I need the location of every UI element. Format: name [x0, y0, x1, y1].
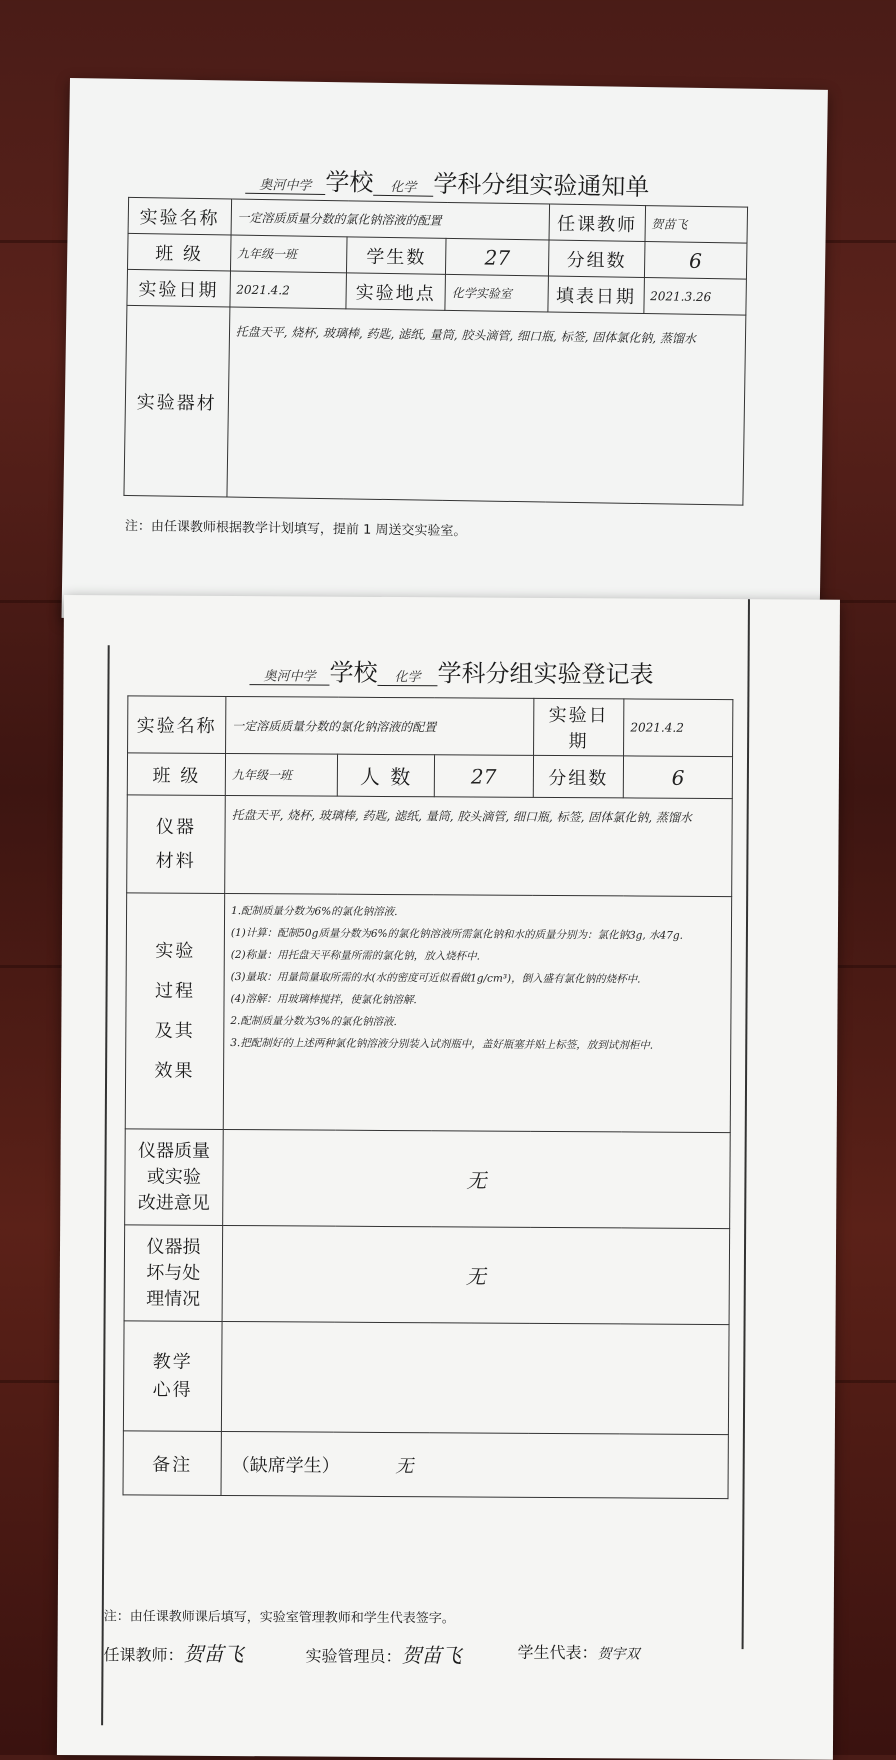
- register-people-value: 27: [434, 755, 533, 798]
- process-step: (3)量取：用量筒量取所需的水(水的密度可近似看做1g/cm³)，倒入盛有氯化钠的烧杯中.: [230, 971, 641, 986]
- admin-signature-value: 贺苗飞: [401, 1643, 462, 1668]
- register-remark-label: 备注: [123, 1431, 221, 1496]
- notice-class-label: 班 级: [128, 233, 231, 271]
- notice-students-label: 学生数: [347, 237, 447, 275]
- quality-label-line3: 改进意见: [137, 1191, 210, 1214]
- insight-label-line2: 心得: [152, 1379, 193, 1401]
- register-title: [63, 651, 839, 691]
- notice-school-name: 奥河中学: [245, 174, 325, 195]
- notice-title-suffix: 学科分组实验通知单: [433, 169, 650, 202]
- process-step: (2)称量：用托盘天平称量所需的氯化钠，放入烧杯中.: [230, 949, 481, 963]
- notice-subject: 化学: [373, 176, 433, 197]
- register-subject: 化学: [377, 666, 437, 686]
- damage-label-line1: 仪器损: [146, 1236, 201, 1258]
- register-class-label: 班 级: [127, 753, 225, 796]
- notice-date-value: 2021.4.2: [230, 271, 347, 309]
- notice-sheet: [62, 78, 828, 630]
- register-process-value: [223, 893, 731, 1132]
- notice-footnote: 注：由任课教师根据教学计划填写，提前 1 周送交实验室。: [124, 518, 467, 540]
- admin-signature: [305, 1638, 461, 1668]
- absent-students-value: 无: [395, 1455, 414, 1477]
- instruments-label-line2: 材料: [155, 850, 196, 872]
- notice-teacher-label: 任课教师: [549, 204, 645, 241]
- register-groups-label: 分组数: [533, 755, 624, 798]
- damage-label-line3: 理情况: [146, 1288, 201, 1310]
- process-step: (1)计算：配制50g质量分数为6%的氯化钠溶液所需氯化钠和水的质量分别为：氯化钠3g, 水47g.: [230, 927, 684, 942]
- notice-place-value: 化学实验室: [445, 274, 549, 312]
- process-label-line4: 效果: [154, 1060, 195, 1082]
- notice-groups-label: 分组数: [549, 240, 645, 277]
- notice-materials-label: 实验器材: [124, 305, 230, 497]
- process-step: (4)溶解：用玻璃棒搅拌，使氯化钠溶解.: [230, 993, 417, 1007]
- register-quality-value: 无: [223, 1129, 731, 1228]
- process-step: 1.配制质量分数为6%的氯化钠溶液.: [230, 905, 398, 919]
- register-sheet: [57, 595, 840, 1760]
- left-margin-line: [101, 645, 110, 1725]
- notice-fill-date-value: 2021.3.26: [643, 278, 746, 316]
- process-label-line1: 实验: [155, 940, 196, 962]
- register-insight-label: [123, 1321, 222, 1432]
- right-margin-line: [742, 599, 750, 1649]
- quality-label-line2: 或实验: [146, 1166, 201, 1188]
- teacher-signature: [103, 1637, 243, 1667]
- notice-materials-value: 托盘天平, 烧杯, 玻璃棒, 药匙, 滤纸, 量筒, 胶头滴管, 细口瓶, 标签, 固体氯化钠, 蒸馏水: [227, 307, 746, 505]
- register-instruments-value: 托盘天平, 烧杯, 玻璃棒, 药匙, 滤纸, 量筒, 胶头滴管, 细口瓶, 标签, 固体氯化钠, 蒸馏水: [225, 795, 733, 896]
- register-title-suffix: 学科分组实验登记表: [437, 659, 654, 689]
- register-damage-label: [124, 1225, 223, 1322]
- register-table: [123, 695, 734, 1499]
- teacher-signature-value: 贺苗飞: [183, 1641, 244, 1667]
- register-instruments-label: [127, 795, 226, 894]
- absent-students-label: （缺席学生）: [231, 1454, 340, 1477]
- notice-students-value: 27: [446, 238, 550, 276]
- instruments-label-line1: 仪器: [155, 816, 197, 838]
- notice-groups-value: 6: [644, 242, 747, 280]
- student-signature-value: 贺宇双: [597, 1646, 640, 1663]
- notice-place-label: 实验地点: [346, 273, 446, 311]
- damage-label-line2: 坏与处: [146, 1262, 201, 1284]
- process-label-line2: 过程: [154, 980, 196, 1002]
- notice-school-suffix: 学校: [325, 168, 374, 197]
- register-exp-name-value: 一定溶质质量分数的氯化钠溶液的配置: [225, 696, 533, 755]
- register-process-label: [125, 893, 224, 1130]
- register-date-label: 实验日期: [533, 698, 624, 756]
- notice-teacher-value: 贺苗飞: [645, 206, 748, 244]
- process-step: 2.配制质量分数为3%的氯化钠溶液.: [230, 1015, 397, 1029]
- register-school-name: 奥河中学: [249, 665, 329, 685]
- register-insight-value: [221, 1321, 729, 1434]
- register-groups-value: 6: [623, 756, 732, 799]
- notice-exp-name-value: 一定溶质质量分数的氯化钠溶液的配置: [231, 199, 550, 240]
- register-remark-value: [221, 1431, 728, 1498]
- process-label-line3: 及其: [154, 1020, 195, 1042]
- teacher-signature-label: 任课教师：: [103, 1645, 184, 1665]
- register-exp-name-label: 实验名称: [128, 696, 226, 754]
- admin-signature-label: 实验管理员：: [305, 1646, 402, 1667]
- notice-date-label: 实验日期: [127, 269, 230, 307]
- student-signature-label: 学生代表：: [517, 1642, 598, 1663]
- notice-exp-name-label: 实验名称: [128, 197, 231, 235]
- register-footnote: 注：由任课教师课后填写，实验室管理教师和学生代表签字。: [103, 1609, 455, 1627]
- quality-label-line1: 仪器质量: [138, 1139, 211, 1162]
- insight-label-line1: 教学: [152, 1351, 193, 1373]
- notice-class-value: 九年级一班: [230, 235, 347, 273]
- register-quality-label: [125, 1129, 224, 1226]
- student-signature: [517, 1640, 639, 1664]
- notice-table: [123, 197, 748, 506]
- process-step: 3.把配制好的上述两种氯化钠溶液分别装入试剂瓶中，盖好瓶塞并贴上标签，放到试剂柜中.: [230, 1037, 654, 1052]
- register-school-suffix: 学校: [329, 658, 378, 687]
- register-damage-value: 无: [222, 1225, 730, 1324]
- register-people-label: 人 数: [338, 754, 435, 797]
- register-date-value: 2021.4.2: [624, 699, 733, 757]
- register-class-value: 九年级一班: [225, 753, 338, 796]
- notice-fill-date-label: 填表日期: [548, 276, 644, 313]
